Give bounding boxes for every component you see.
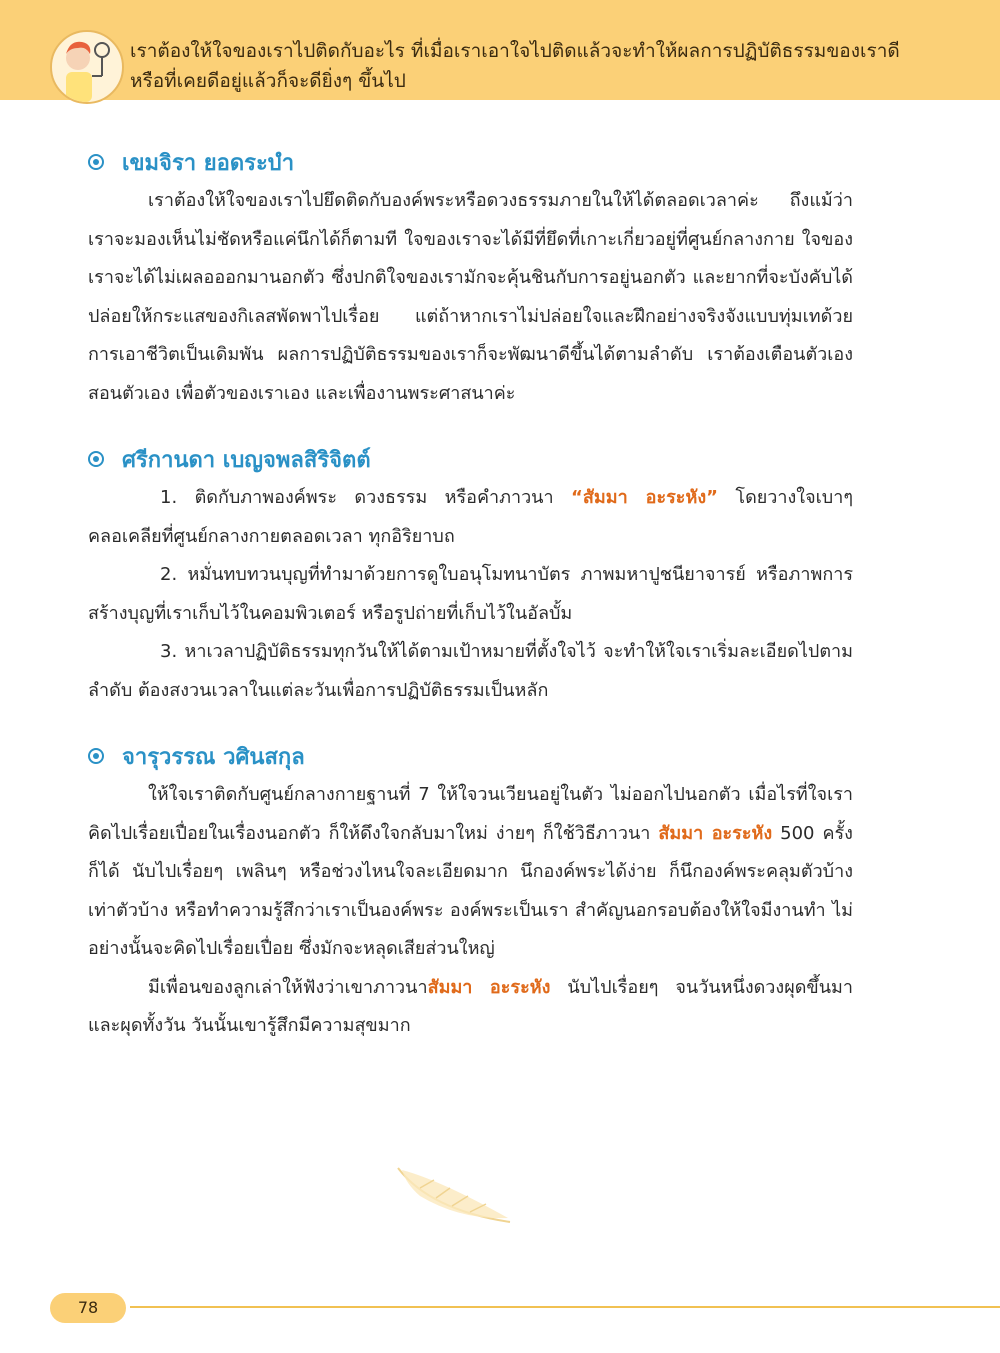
paragraph xyxy=(88,969,853,1046)
list-item: 2. หมั่นทบทวนบุญที่ทำมาด้วยการดูใบอนุโมทนาบัตร ภาพมหาปูชนียาจารย์ หรือภาพการสร้างบุญที่เราเก็บไว้ในคอมพิวเตอร์ หรือรูปถ่ายที่เก็บไว้ในอัลบั้ม xyxy=(88,564,853,624)
highlight-mantra: สัมมา อะระหัง xyxy=(658,822,773,844)
header-text xyxy=(130,36,990,96)
circle-bullet-icon xyxy=(88,748,104,764)
footer-rule xyxy=(130,1306,1000,1308)
text-run: 500 ครั้งก็ได้ นับไปเรื่อยๆ เพลินๆ หรือช่วงไหนใจละเอียดมาก นึกองค์พระได้ง่าย ก็นึกองค์พระคลุมตัวบ้าง เท่าตัวบ้าง หรือทำความรู้สึกว่าเราเป็นองค์พระ องค์พระเป็นเรา สำคัญนอกรอบต้องให้ใจมีงานทำ ไม่อย่างนั้นจะคิดไปเรื่อยเปื่อย ซึ่งมักจะหลุดเสียส่วนใหญ่ xyxy=(88,822,853,959)
main-content xyxy=(88,142,853,1072)
header-line-1: เราต้องให้ใจของเราไปติดกับอะไร ที่เมื่อเราเอาใจไปติดแล้วจะทำให้ผลการปฏิบัติธรรมของเราดี xyxy=(130,40,900,62)
header-line-2: หรือที่เคยดีอยู่แล้วก็จะดียิ่งๆ ขึ้นไป xyxy=(130,70,406,92)
section-heading xyxy=(88,439,853,479)
section-title: ศรีกานดา เบญจพลสิริจิตต์ xyxy=(122,447,371,473)
section-title: เขมจิรา ยอดระบำ xyxy=(122,150,295,176)
section-srikanda xyxy=(88,439,853,710)
highlight-mantra: สัมมา อะระหัง xyxy=(427,976,551,998)
circle-bullet-icon xyxy=(88,451,104,467)
header-banner xyxy=(0,0,1000,100)
paragraph: เราต้องให้ใจของเราไปยึดติดกับองค์พระหรือดวงธรรมภายในให้ได้ตลอดเวลาค่ะ ถึงแม้ว่าเราจะมองเห็นไม่ชัดหรือแค่นึกได้ก็ตามที ใจของเราจะได้มีที่ยึดที่เกาะเกี่ยวอยู่ที่ศูนย์กลางกาย ใจของเราจะได้ไม่เผลอออกมานอกตัว ซึ่งปกติใจของเรามักจะคุ้นชินกับการอยู่นอกตัว และยากที่จะบังคับได้ ปล่อยให้กระแสของกิเลสพัดพาไปเรื่อย แต่ถ้าหากเราไม่ปล่อยใจและฝึกอย่างจริงจังแบบทุ่มเทด้วยการเอาชีวิตเป็นเดิมพัน ผลการปฏิบัติธรรมของเราก็จะพัฒนาดีขึ้นได้ตามลำดับ เราต้องเตือนตัวเอง สอนตัวเอง เพื่อตัวของเราเอง และเพื่องานพระศาสนาค่ะ xyxy=(88,190,853,404)
text-run: ให้ใจเราติดกับศูนย์กลางกายฐานที่ 7 ให้ใจวนเวียนอยู่ในตัว ไม่ออกไปนอกตัว เมื่อไรที่ใจเราคิดไปเรื่อยเปื่อยในเรื่องนอกตัว ก็ให้ดึงใจกลับมาใหม่ ง่ายๆ ก็ใช้วิธีภาวนา xyxy=(88,784,853,844)
text-run: โดยวางใจเบาๆ คลอเคลียที่ศูนย์กลางกายตลอดเวลา ทุกอิริยาบถ xyxy=(88,487,853,547)
feather-ornament-icon xyxy=(390,1160,520,1230)
section-title: จารุวรรณ วศินสกุล xyxy=(122,744,305,770)
list-item: 3. หาเวลาปฏิบัติธรรมทุกวันให้ได้ตามเป้าหมายที่ตั้งใจไว้ จะทำให้ใจเราเริ่มละเอียดไปตามลำดับ ต้องสงวนเวลาในแต่ละวันเพื่อการปฏิบัติธรรมเป็นหลัก xyxy=(88,641,853,701)
text-run: 1. ติดกับภาพองค์พระ ดวงธรรม หรือคำภาวนา xyxy=(160,487,572,508)
avatar xyxy=(50,30,124,104)
circle-bullet-icon xyxy=(88,154,104,170)
section-jaruwan xyxy=(88,736,853,1046)
section-khemjira xyxy=(88,142,853,413)
highlight-mantra: “สัมมา อะระหัง” xyxy=(571,487,718,508)
section-heading xyxy=(88,736,853,776)
text-run: มีเพื่อนของลูกเล่าให้ฟังว่าเขาภาวนา xyxy=(148,976,428,998)
list-item xyxy=(88,479,853,556)
section-heading xyxy=(88,142,853,182)
text-run: นับไปเรื่อยๆ จนวันหนึ่งดวงผุดขึ้นมา และผุดทั้งวัน วันนั้นเขารู้สึกมีความสุขมาก xyxy=(88,976,854,1036)
paragraph xyxy=(88,776,853,969)
page-number: 78 xyxy=(50,1293,126,1323)
